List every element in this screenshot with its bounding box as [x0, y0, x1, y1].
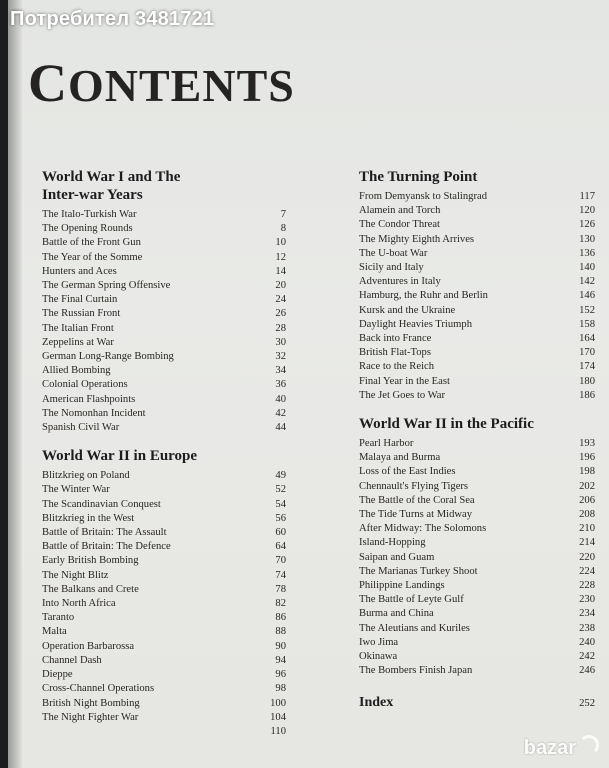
- toc-entry: [42, 711, 286, 725]
- book-page: [8, 0, 609, 768]
- toc-entry: [42, 407, 286, 421]
- toc-entry: [42, 307, 286, 321]
- entry-page-number: 228: [579, 580, 595, 592]
- entry-page-number: 206: [579, 494, 595, 506]
- entry-page-number: 130: [579, 233, 595, 245]
- toc-entry: [42, 236, 286, 250]
- left-column: [42, 168, 286, 739]
- toc-entry: [359, 522, 595, 536]
- entry-page-number: 142: [579, 276, 595, 288]
- toc-entry: [359, 332, 595, 346]
- entry-title: Malta: [42, 626, 67, 638]
- entry-title: The Bombers Finish Japan: [359, 665, 473, 677]
- entry-title: From Demyansk to Stalingrad: [359, 191, 487, 202]
- entry-title: The Year of the Somme: [42, 251, 143, 263]
- entry-page-number: 198: [579, 466, 595, 478]
- toc-entry: [359, 480, 595, 494]
- toc-entry: [42, 364, 286, 378]
- entry-title: Hunters and Aces: [42, 265, 117, 277]
- toc-entry: [359, 565, 595, 579]
- entry-page-number: 136: [579, 247, 595, 259]
- entry-title: Daylight Heavies Triumph: [359, 318, 472, 330]
- toc-entry: [42, 512, 286, 526]
- toc-entry: [42, 668, 286, 682]
- entry-title: The Balkans and Crete: [42, 583, 139, 595]
- entry-title: Race to the Reich: [359, 361, 435, 373]
- toc-entry: [359, 389, 595, 403]
- entry-page-number: 238: [579, 622, 595, 634]
- entry-title: Hamburg, the Ruhr and Berlin: [359, 290, 488, 302]
- entry-page-number: 126: [579, 219, 595, 231]
- entry-page-number: 240: [579, 636, 595, 648]
- page-gutter-shadow: [8, 0, 22, 768]
- entry-page-number: 94: [275, 654, 286, 666]
- entry-page-number: 152: [579, 304, 595, 316]
- entry-page-number: 7: [280, 209, 286, 220]
- entry-title: The Jet Goes to War: [359, 389, 446, 401]
- entry-title: Early British Bombing: [42, 555, 139, 567]
- toc-entry: [359, 593, 595, 607]
- entry-title: The Condor Threat: [359, 219, 440, 231]
- entry-page-number: 86: [275, 612, 286, 624]
- toc-entry: [42, 625, 286, 639]
- entry-page-number: 120: [579, 205, 595, 217]
- entry-title: Channel Dash: [42, 654, 102, 666]
- entry-title: The Battle of the Coral Sea: [359, 494, 475, 506]
- toc-entry: [359, 607, 595, 621]
- toc-entry: [359, 275, 595, 289]
- entry-page-number: 64: [275, 541, 286, 553]
- entry-page-number: 52: [275, 484, 286, 496]
- entry-title: Philippine Landings: [359, 580, 445, 592]
- section-heading-line: The Turning Point: [359, 169, 478, 185]
- entry-page-number: 170: [579, 347, 595, 359]
- entry-page-number: 242: [579, 651, 595, 663]
- entry-page-number: 180: [579, 375, 595, 387]
- entry-page-number: 12: [275, 251, 286, 263]
- entry-page-number: 146: [579, 290, 595, 302]
- entry-title: The German Spring Offensive: [42, 280, 171, 292]
- entry-title: The Opening Rounds: [42, 223, 133, 235]
- entry-title: Alamein and Torch: [359, 205, 441, 217]
- entry-page-number: 8: [280, 223, 286, 235]
- entry-title: The Night Blitz: [42, 569, 109, 581]
- entry-title: Burma and China: [359, 608, 434, 620]
- toc-entry: [42, 697, 286, 711]
- entry-title: Kursk and the Ukraine: [359, 304, 456, 316]
- entry-page-number: 193: [579, 438, 595, 450]
- section-heading: [359, 415, 595, 433]
- entry-page-number: 214: [579, 537, 595, 549]
- toc-entry: [42, 336, 286, 350]
- toc-entry: [359, 465, 595, 479]
- entry-title: Final Year in the East: [359, 375, 450, 387]
- toc-entry: [42, 393, 286, 407]
- entry-page-number: 186: [579, 389, 595, 401]
- toc-entry: [359, 636, 595, 650]
- toc-section: [42, 447, 286, 739]
- toc-entry: [359, 346, 595, 360]
- page-title: [28, 52, 295, 114]
- entry-page-number: 210: [579, 523, 595, 535]
- toc-entry: [42, 421, 286, 435]
- toc-entry: [42, 682, 286, 696]
- entry-page-number: 34: [275, 365, 286, 377]
- entry-title: Blitzkrieg on Poland: [42, 470, 130, 482]
- entry-page-number: 90: [275, 640, 286, 652]
- entry-title: Dieppe: [42, 669, 73, 681]
- toc-entry: [42, 583, 286, 597]
- entry-page-number: 78: [275, 583, 286, 595]
- section-heading-line: World War I and The: [42, 169, 181, 185]
- section-heading-line: Inter-war Years: [42, 187, 143, 203]
- bazar-logo-text: bazar: [523, 737, 576, 759]
- toc-entry: [42, 483, 286, 497]
- entry-title: Colonial Operations: [42, 379, 128, 391]
- entry-title: Operation Barbarossa: [42, 640, 135, 652]
- toc-entry: [42, 640, 286, 654]
- entry-title: The Final Curtain: [42, 294, 118, 306]
- toc-entry: [42, 469, 286, 483]
- entry-title: German Long-Range Bombing: [42, 351, 174, 363]
- entry-title: Taranto: [42, 612, 75, 624]
- toc-entry: [42, 540, 286, 554]
- entry-title: The Tide Turns at Midway: [359, 509, 473, 521]
- toc-entry: [42, 526, 286, 540]
- index-page: 252: [579, 697, 595, 709]
- toc-entry: [359, 551, 595, 565]
- entry-title: Adventures in Italy: [359, 276, 441, 288]
- entry-title: Zeppelins at War: [42, 336, 114, 348]
- toc-entry: [359, 190, 595, 204]
- title-initial: C: [28, 53, 68, 113]
- toc-entry: [359, 204, 595, 218]
- entry-page-number: 24: [275, 294, 286, 306]
- toc-entry: [359, 304, 595, 318]
- entry-title: Pearl Harbor: [359, 438, 414, 450]
- entry-title: Spanish Civil War: [42, 422, 120, 434]
- entry-title: The Nomonhan Incident: [42, 407, 146, 419]
- entry-page-number: 88: [275, 626, 286, 638]
- entry-title: Loss of the East Indies: [359, 466, 456, 478]
- toc-entry: [359, 318, 595, 332]
- toc-entry: [359, 508, 595, 522]
- toc-entry: [42, 498, 286, 512]
- entry-title: The Italian Front: [42, 322, 114, 334]
- entry-page-number: 220: [579, 551, 595, 563]
- entry-title: Battle of Britain: The Defence: [42, 541, 171, 553]
- entry-page-number: 36: [275, 379, 286, 391]
- entry-title: After Midway: The Solomons: [359, 523, 487, 535]
- entry-title: The Italo-Turkish War: [42, 209, 137, 220]
- entry-page-number: 10: [275, 237, 286, 249]
- entry-page-number: 44: [275, 422, 286, 434]
- entry-page-number: 56: [275, 512, 286, 524]
- entry-page-number: 174: [579, 361, 595, 373]
- toc-entry: [359, 360, 595, 374]
- entry-page-number: 230: [579, 594, 595, 606]
- right-sections: [359, 168, 595, 679]
- right-column: [359, 168, 595, 711]
- entry-page-number: 60: [275, 527, 286, 539]
- entry-title: British Night Bombing: [42, 697, 140, 709]
- entry-title: British Flat-Tops: [359, 347, 431, 359]
- toc-entry: [42, 293, 286, 307]
- toc-entry: [359, 579, 595, 593]
- toc-entry: [359, 536, 595, 550]
- toc-entry: [359, 622, 595, 636]
- toc-entry: [359, 494, 595, 508]
- entry-page-number: 20: [275, 280, 286, 292]
- toc-entry: [359, 247, 595, 261]
- entry-page-number: 224: [579, 565, 595, 577]
- title-rest: ONTENTS: [68, 60, 295, 111]
- entry-title: The Night Fighter War: [42, 711, 139, 723]
- toc-entry: [359, 437, 595, 451]
- index-row: [359, 695, 595, 711]
- toc-entry: [359, 289, 595, 303]
- entry-title: Battle of the Front Gun: [42, 237, 141, 249]
- entry-title: Into North Africa: [42, 598, 116, 610]
- toc-entry: [359, 650, 595, 664]
- section-heading-line: World War II in the Pacific: [359, 416, 534, 433]
- entry-page-number: 32: [275, 351, 286, 363]
- entry-title: Iwo Jima: [359, 636, 399, 648]
- toc-entry: [42, 322, 286, 336]
- index-label: Index: [359, 694, 394, 710]
- toc-entry: [42, 611, 286, 625]
- entry-title: Saipan and Guam: [359, 551, 435, 563]
- entry-page-number: 234: [579, 608, 595, 620]
- entry-title: Island-Hopping: [359, 537, 426, 549]
- toc-entry: [359, 451, 595, 465]
- entry-page-number: 42: [275, 407, 286, 419]
- entry-page-number: 96: [275, 669, 286, 681]
- toc-section: [359, 168, 595, 403]
- toc-entry: [42, 654, 286, 668]
- toc-entry: [42, 251, 286, 265]
- toc-entry: [359, 218, 595, 232]
- entry-page-number: 40: [275, 393, 286, 405]
- entry-page-number: 30: [275, 336, 286, 348]
- toc-entry: [359, 375, 595, 389]
- entry-title: The Aleutians and Kuriles: [359, 622, 470, 634]
- entry-title: Cross-Channel Operations: [42, 683, 155, 695]
- section-heading-line: World War II in Europe: [42, 448, 198, 465]
- entry-title: The Mighty Eighth Arrives: [359, 233, 475, 245]
- toc-entry: [42, 222, 286, 236]
- entry-page-number: 82: [275, 598, 286, 610]
- bazar-logo: [524, 735, 599, 760]
- section-heading: [42, 447, 286, 465]
- toc-section: [359, 415, 595, 678]
- toc-entry: [42, 554, 286, 568]
- toc-entry: [42, 378, 286, 392]
- entry-title: Blitzkrieg in the West: [42, 512, 135, 524]
- entry-page-number: 100: [270, 697, 286, 709]
- toc-entry: [42, 350, 286, 364]
- entry-page-number: 74: [275, 569, 286, 581]
- entry-page-number: 117: [579, 191, 595, 202]
- entry-page-number: 208: [579, 509, 595, 521]
- toc-entry: [42, 597, 286, 611]
- entry-title: Back into France: [359, 333, 432, 345]
- toc-section: [42, 168, 286, 435]
- toc-entry: [359, 664, 595, 678]
- entry-page-number: 26: [275, 308, 286, 320]
- toc-entry: [359, 261, 595, 275]
- entry-title: The Russian Front: [42, 308, 121, 320]
- toc-entry: [359, 233, 595, 247]
- entry-title: The Scandinavian Conquest: [42, 498, 161, 510]
- entry-title: Malaya and Burma: [359, 452, 441, 464]
- user-watermark: Потребител 3481721: [10, 8, 215, 30]
- entry-title: The Winter War: [42, 484, 110, 496]
- logo-swoosh-icon: [579, 735, 599, 755]
- entry-page-number: 202: [579, 480, 595, 492]
- toc-entry: [42, 265, 286, 279]
- entry-title: American Flashpoints: [42, 393, 136, 405]
- entry-title: The Marianas Turkey Shoot: [359, 565, 478, 577]
- entry-page-number: 49: [275, 470, 286, 482]
- entry-page-number: 54: [275, 498, 286, 510]
- entry-title: Allied Bombing: [42, 365, 111, 377]
- section-heading: [42, 168, 286, 204]
- entry-page-number: 246: [579, 665, 595, 677]
- entry-page-number: 14: [275, 265, 286, 277]
- section-heading: [359, 168, 595, 186]
- entry-page-number: 110: [270, 725, 286, 737]
- entry-title: Sicily and Italy: [359, 262, 424, 274]
- toc-entry: [42, 208, 286, 222]
- entry-page-number: 70: [275, 555, 286, 567]
- entry-title: Okinawa: [359, 651, 398, 663]
- toc-entry: [42, 569, 286, 583]
- toc-entry: [42, 279, 286, 293]
- entry-page-number: 164: [579, 333, 595, 345]
- toc-entry: [42, 725, 286, 739]
- entry-page-number: 98: [275, 683, 286, 695]
- entry-page-number: 158: [579, 318, 595, 330]
- entry-page-number: 140: [579, 262, 595, 274]
- entry-title: The Battle of Leyte Gulf: [359, 594, 464, 606]
- entry-title: The U-boat War: [359, 247, 428, 259]
- entry-page-number: 104: [270, 711, 286, 723]
- entry-title: Chennault's Flying Tigers: [359, 480, 469, 492]
- entry-page-number: 28: [275, 322, 286, 334]
- entry-page-number: 196: [579, 452, 595, 464]
- entry-title: Battle of Britain: The Assault: [42, 527, 167, 539]
